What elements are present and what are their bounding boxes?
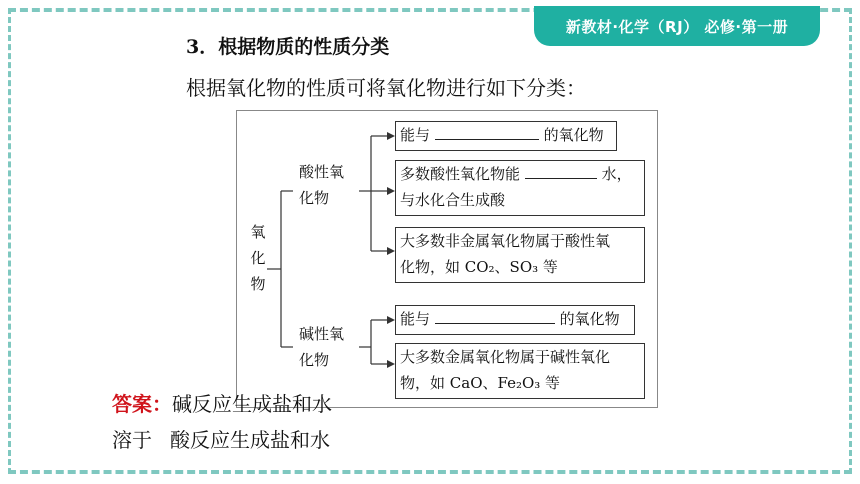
answer-blank-1[interactable] xyxy=(435,123,539,140)
answer-text-2b: 酸反应生成盐和水 xyxy=(170,428,330,452)
acidic-box-3: 大多数非金属氧化物属于酸性氧 化物，如 CO₂、SO₃ 等 xyxy=(395,227,645,283)
answer-text-1: 碱反应生成盐和水 xyxy=(172,392,332,416)
answer-line-1 xyxy=(112,388,332,417)
frame-right-border xyxy=(849,8,852,474)
root-label: 氧 化 物 xyxy=(250,223,266,293)
classification-diagram xyxy=(236,110,658,408)
basic-oxide-label: 碱性氧 化物 xyxy=(299,325,345,369)
section-title: 3．根据物质的性质分类 xyxy=(186,36,390,58)
frame-left-border xyxy=(8,8,11,474)
acidic-box-2: 多数酸性氧化物能 水， 与水化合生成酸 xyxy=(395,160,645,216)
basic-box-2: 大多数金属氧化物属于碱性氧化 物，如 CaO、Fe₂O₃ 等 xyxy=(395,343,645,399)
answer-blank-3[interactable] xyxy=(435,307,555,324)
answer-blank-2[interactable] xyxy=(525,162,597,179)
frame-bottom-border xyxy=(8,470,852,474)
intro-text: 根据氧化物的性质可将氧化物进行如下分类： xyxy=(186,76,586,100)
basic-box-1: 能与 的氧化物 xyxy=(395,305,635,335)
answer-text-2a: 溶于 xyxy=(112,428,152,452)
acidic-box-1: 能与 的氧化物 xyxy=(395,121,617,151)
book-badge: 新教材·化学（RJ） 必修·第一册 xyxy=(534,6,820,46)
acidic-oxide-label: 酸性氧 化物 xyxy=(299,163,345,207)
answer-tag: 答案： xyxy=(112,392,172,416)
answer-line-2 xyxy=(112,424,330,453)
